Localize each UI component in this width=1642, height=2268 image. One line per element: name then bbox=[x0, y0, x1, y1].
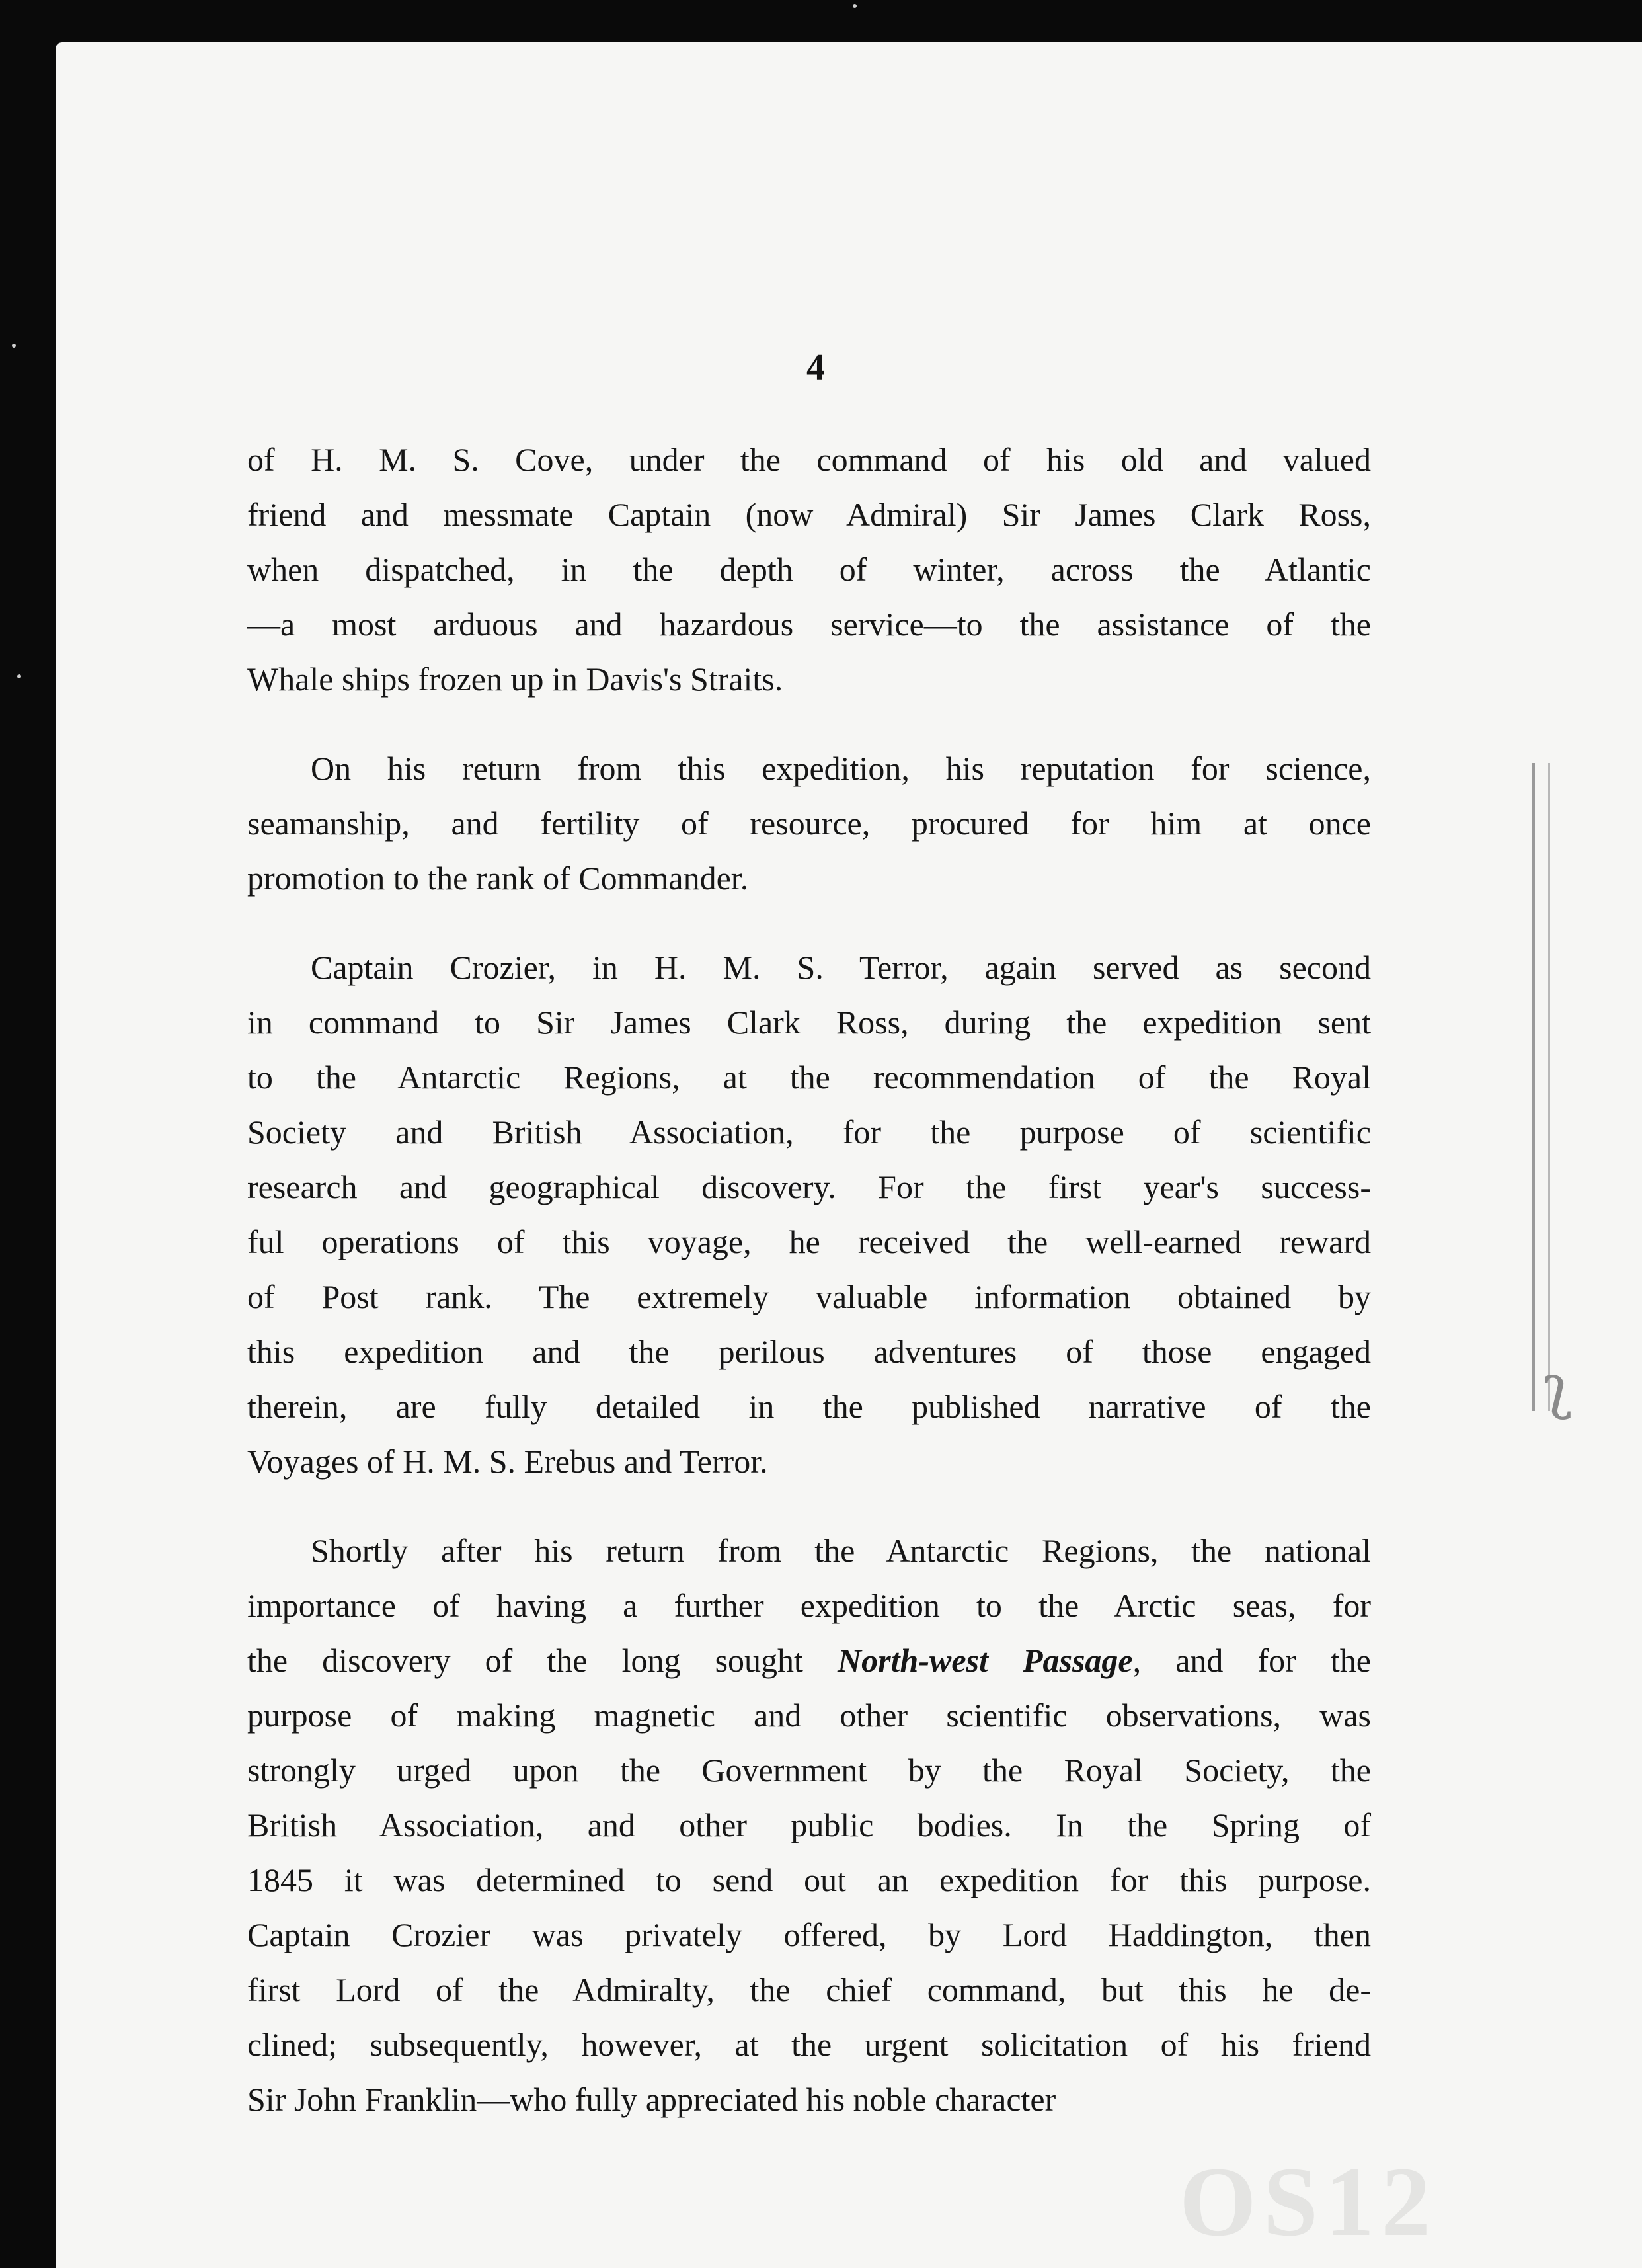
bleed-through-mark: OS12 bbox=[1179, 2147, 1438, 2257]
page-sheet bbox=[56, 42, 1642, 2268]
text-line: the discovery of the long sought North-west Passage, and for the bbox=[247, 1642, 1371, 1679]
text-line: friend and messmate Captain (now Admiral) Sir James Clark Ross, bbox=[247, 496, 1371, 533]
text-line: therein, are fully detailed in the published narrative of the bbox=[247, 1388, 1371, 1425]
text-line: of H. M. S. Cove, under the command of his old and valued bbox=[247, 441, 1371, 478]
text-line: of Post rank. The extremely valuable information obtained by bbox=[247, 1278, 1371, 1315]
paragraph bbox=[247, 741, 1371, 906]
text-line: ful operations of this voyage, he received the well-earned reward bbox=[247, 1223, 1371, 1260]
body-text bbox=[247, 432, 1371, 2162]
text-line: importance of having a further expedition to the Arctic seas, for bbox=[247, 1587, 1371, 1624]
text-line: On his return from this expedition, his reputation for science, bbox=[311, 750, 1371, 787]
text-line: Captain Crozier was privately offered, by Lord Haddington, then bbox=[247, 1916, 1371, 1953]
binding-strip bbox=[1532, 763, 1550, 1411]
text-line: to the Antarctic Regions, at the recommendation of the Royal bbox=[247, 1059, 1371, 1096]
text-line: first Lord of the Admiralty, the chief command, but this he de- bbox=[247, 1971, 1371, 2008]
italic-phrase: North-west Passage bbox=[838, 1642, 1133, 1679]
edge-speck bbox=[17, 674, 21, 678]
text-line: strongly urged upon the Government by the Royal Society, the bbox=[247, 1752, 1371, 1789]
edge-speck bbox=[12, 344, 16, 348]
text-line: Society and British Association, for the purpose of scientific bbox=[247, 1114, 1371, 1151]
paragraph bbox=[247, 940, 1371, 1489]
paragraph bbox=[247, 432, 1371, 707]
paragraph bbox=[247, 1523, 1371, 2127]
text-line: clined; subsequently, however, at the urgent solicitation of his friend bbox=[247, 2026, 1371, 2063]
text-line: 1845 it was determined to send out an expedition for this purpose. bbox=[247, 1861, 1371, 1898]
page-number: 4 bbox=[806, 347, 825, 388]
text-line: Captain Crozier, in H. M. S. Terror, again served as second bbox=[311, 949, 1371, 986]
edge-speck bbox=[853, 4, 857, 8]
text-line: Shortly after his return from the Antarctic Regions, the national bbox=[311, 1532, 1371, 1569]
text-line: Voyages of H. M. S. Erebus and Terror. bbox=[247, 1443, 768, 1480]
text-line: this expedition and the perilous adventures of those engaged bbox=[247, 1333, 1371, 1370]
binding-mark: ʅ bbox=[1543, 1352, 1572, 1421]
text-line: when dispatched, in the depth of winter, across the Atlantic bbox=[247, 551, 1371, 588]
text-line: promotion to the rank of Commander. bbox=[247, 860, 749, 897]
text-line: seamanship, and fertility of resource, procured for him at once bbox=[247, 805, 1371, 842]
text-line: Whale ships frozen up in Davis's Straits. bbox=[247, 661, 783, 698]
text-line: research and geographical discovery. For the first year's success- bbox=[247, 1168, 1371, 1205]
text-line: in command to Sir James Clark Ross, during the expedition sent bbox=[247, 1004, 1371, 1041]
text-line: British Association, and other public bodies. In the Spring of bbox=[247, 1806, 1371, 1843]
text-line: Sir John Franklin—who fully appreciated his noble character bbox=[247, 2081, 1056, 2118]
text-line: purpose of making magnetic and other scientific observations, was bbox=[247, 1697, 1371, 1734]
text-line: —a most arduous and hazardous service—to the assistance of the bbox=[247, 606, 1371, 643]
